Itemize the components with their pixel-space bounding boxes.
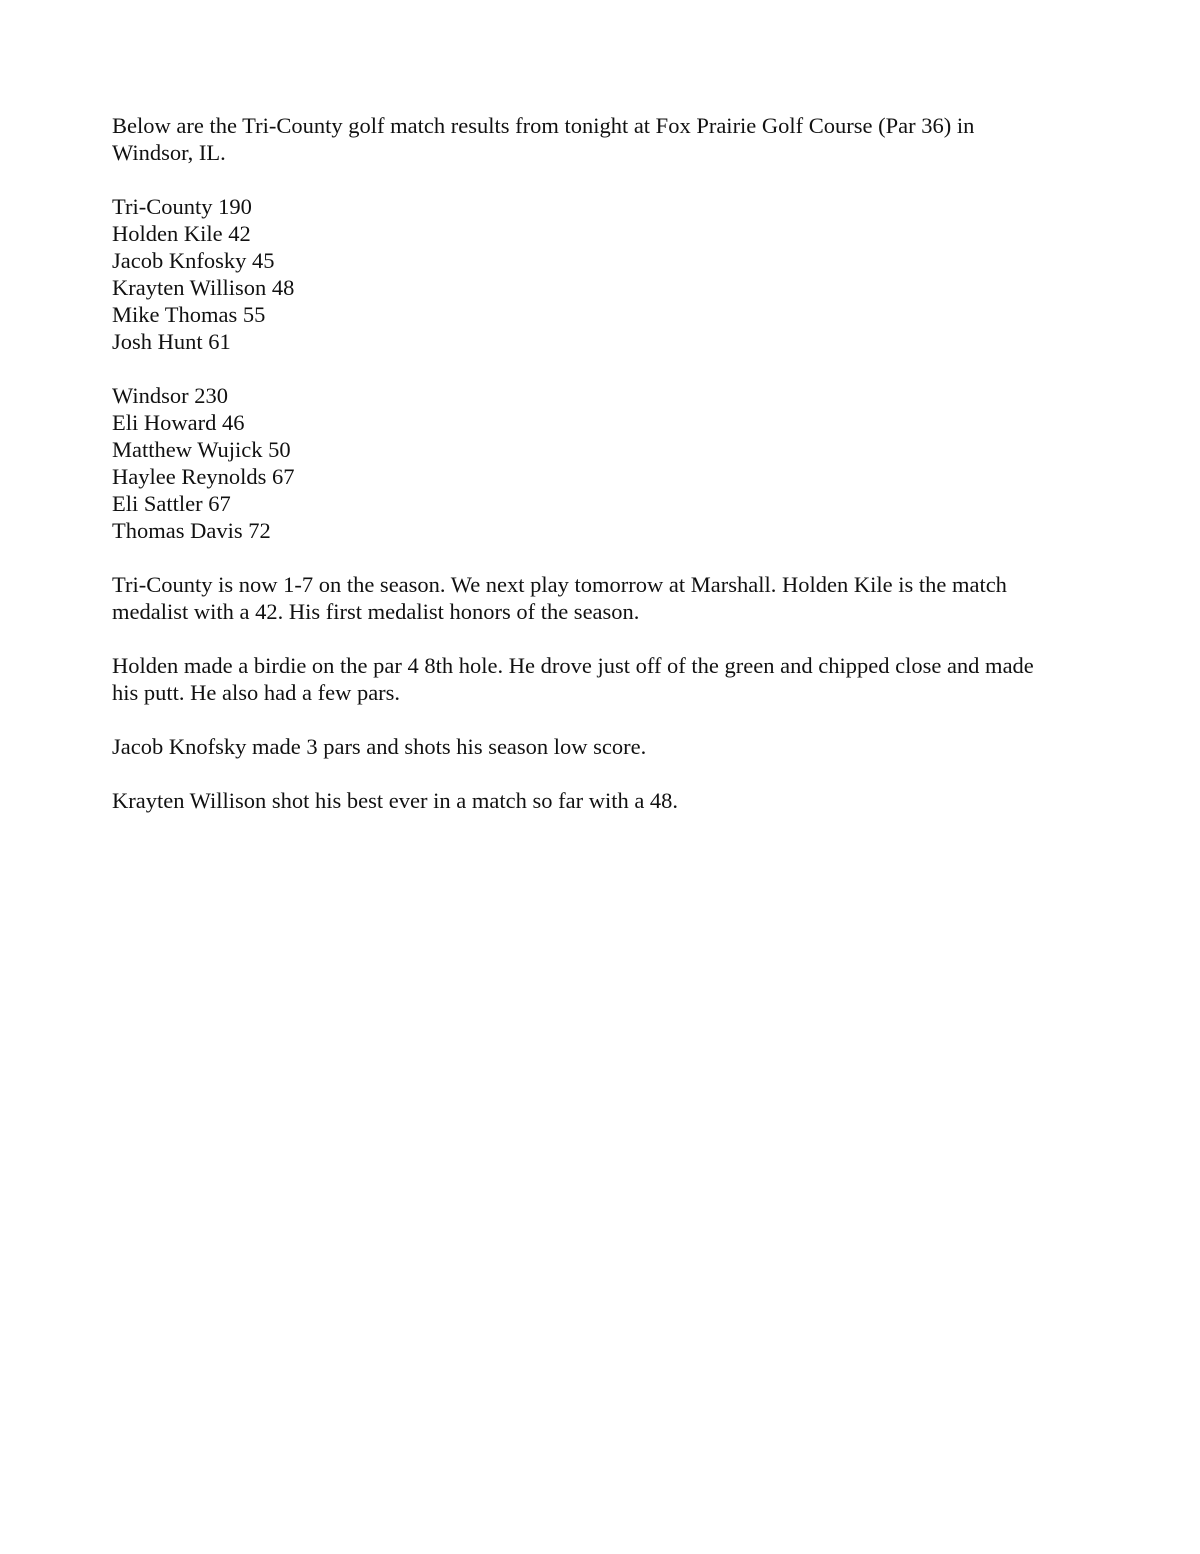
intro-line: Below are the Tri-County golf match results from tonight at Fox Prairie Golf Course (Par 36) in: [112, 113, 975, 138]
player-score: Haylee Reynolds 67: [112, 464, 295, 489]
player-score: Eli Sattler 67: [112, 491, 231, 516]
team-scores-windsor: [112, 382, 1102, 544]
intro-paragraph: [112, 112, 1102, 166]
player-score: Krayten Willison 48: [112, 275, 295, 300]
paragraph-line: medalist with a 42. His first medalist honors of the season.: [112, 599, 640, 624]
team-total: Tri-County 190: [112, 194, 252, 219]
intro-line: Windsor, IL.: [112, 140, 226, 165]
season-summary-paragraph: [112, 571, 1102, 625]
player-score: Matthew Wujick 50: [112, 437, 291, 462]
paragraph-line: his putt. He also had a few pars.: [112, 680, 401, 705]
player-score: Holden Kile 42: [112, 221, 251, 246]
player-score: Eli Howard 46: [112, 410, 245, 435]
knofsky-paragraph: [112, 733, 1102, 760]
document-body: [112, 112, 1102, 841]
team-total: Windsor 230: [112, 383, 228, 408]
player-score: Josh Hunt 61: [112, 329, 231, 354]
paragraph-line: Jacob Knofsky made 3 pars and shots his season low score.: [112, 734, 647, 759]
paragraph-line: Krayten Willison shot his best ever in a match so far with a 48.: [112, 788, 679, 813]
paragraph-line: Holden made a birdie on the par 4 8th hole. He drove just off of the green and chipped close and made: [112, 653, 1034, 678]
team-scores-tri-county: [112, 193, 1102, 355]
player-score: Thomas Davis 72: [112, 518, 271, 543]
birdie-paragraph: [112, 652, 1102, 706]
player-score: Jacob Knfosky 45: [112, 248, 275, 273]
paragraph-line: Tri-County is now 1-7 on the season. We next play tomorrow at Marshall. Holden Kile is the match: [112, 572, 1007, 597]
player-score: Mike Thomas 55: [112, 302, 266, 327]
willison-paragraph: [112, 787, 1102, 814]
